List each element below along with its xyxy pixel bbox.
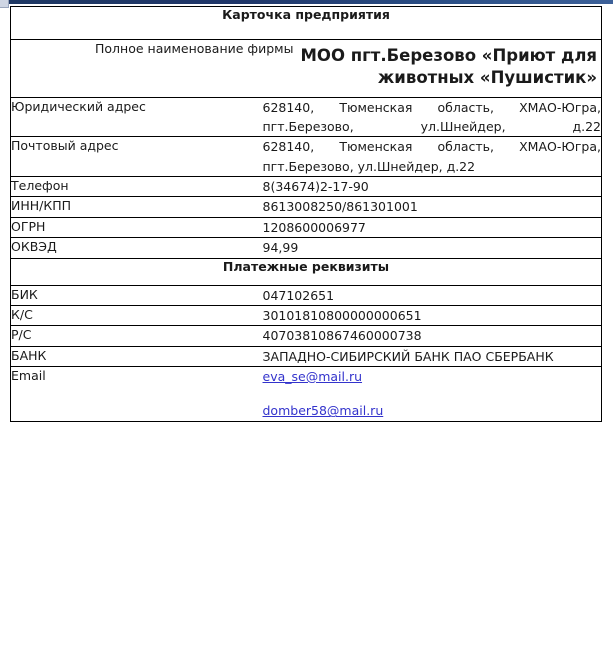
- ruler-corner-marker: [0, 0, 9, 8]
- firm-name-line-1: МОО пгт.Березово «Приют для: [300, 46, 597, 65]
- table-row-inn-kpp: [11, 197, 602, 217]
- email-link-primary[interactable]: eva_se@mail.ru: [262, 369, 363, 385]
- table-row-rs: [11, 326, 602, 346]
- table-row-okved: [11, 238, 602, 258]
- email-label: Email: [11, 367, 263, 422]
- correspondent-account-value: 30101810800000000651: [263, 305, 602, 325]
- firm-name-label: Полное наименование фирмы: [11, 40, 263, 98]
- legal-address-value: [263, 97, 602, 137]
- bank-value: ЗАПАДНО-СИБИРСКИЙ БАНК ПАО СБЕРБАНК: [263, 346, 602, 366]
- legal-address-line-2: пгт.Березово, ул.Шнейдер, д.22: [262, 118, 601, 134]
- okved-value: 94,99: [263, 238, 602, 258]
- okved-label: ОКВЭД: [11, 238, 263, 258]
- table-row-phone: [11, 177, 602, 197]
- card-title: Карточка предприятия: [11, 7, 602, 40]
- postal-address-label: Почтовый адрес: [11, 137, 263, 177]
- settlement-account-value: 40703810867460000738: [263, 326, 602, 346]
- company-card-table: [10, 6, 602, 422]
- phone-value: 8(34674)2-17-90: [263, 177, 602, 197]
- table-row-email: [11, 367, 602, 422]
- table-row-postal-address: [11, 137, 602, 177]
- settlement-account-label: Р/С: [11, 326, 263, 346]
- postal-address-value: [263, 137, 602, 177]
- table-row-firm-name: [11, 40, 602, 98]
- inn-kpp-value: 8613008250/861301001: [263, 197, 602, 217]
- phone-label: Телефон: [11, 177, 263, 197]
- email-link-secondary[interactable]: domber58@mail.ru: [262, 403, 384, 419]
- legal-address-label: Юридический адрес: [11, 97, 263, 137]
- table-row-ogrn: [11, 217, 602, 237]
- legal-address-line-1: 628140, Тюменская область, ХМАО-Югра,: [262, 99, 601, 115]
- bik-value: 047102651: [263, 285, 602, 305]
- table-row-bank: [11, 346, 602, 366]
- payment-details-header: Платежные реквизиты: [11, 258, 602, 285]
- inn-kpp-label: ИНН/КПП: [11, 197, 263, 217]
- correspondent-account-label: К/С: [11, 305, 263, 325]
- firm-name-value: [263, 40, 602, 98]
- window-chrome-strip: [0, 0, 613, 4]
- email-value: [263, 367, 602, 422]
- bank-label: БАНК: [11, 346, 263, 366]
- table-row-ks: [11, 305, 602, 325]
- company-card-document: [10, 6, 601, 422]
- postal-address-line-2: пгт.Березово, ул.Шнейдер, д.22: [262, 158, 476, 174]
- firm-name-line-2: животных «Пушистик»: [377, 68, 597, 88]
- bik-label: БИК: [11, 285, 263, 305]
- postal-address-line-1: 628140, Тюменская область, ХМАО-Югра,: [262, 139, 601, 155]
- table-row-legal-address: [11, 97, 602, 137]
- table-row-title: [11, 7, 602, 40]
- ogrn-value: 1208600006977: [263, 217, 602, 237]
- table-row-bik: [11, 285, 602, 305]
- table-row-payment-details-header: [11, 258, 602, 285]
- ogrn-label: ОГРН: [11, 217, 263, 237]
